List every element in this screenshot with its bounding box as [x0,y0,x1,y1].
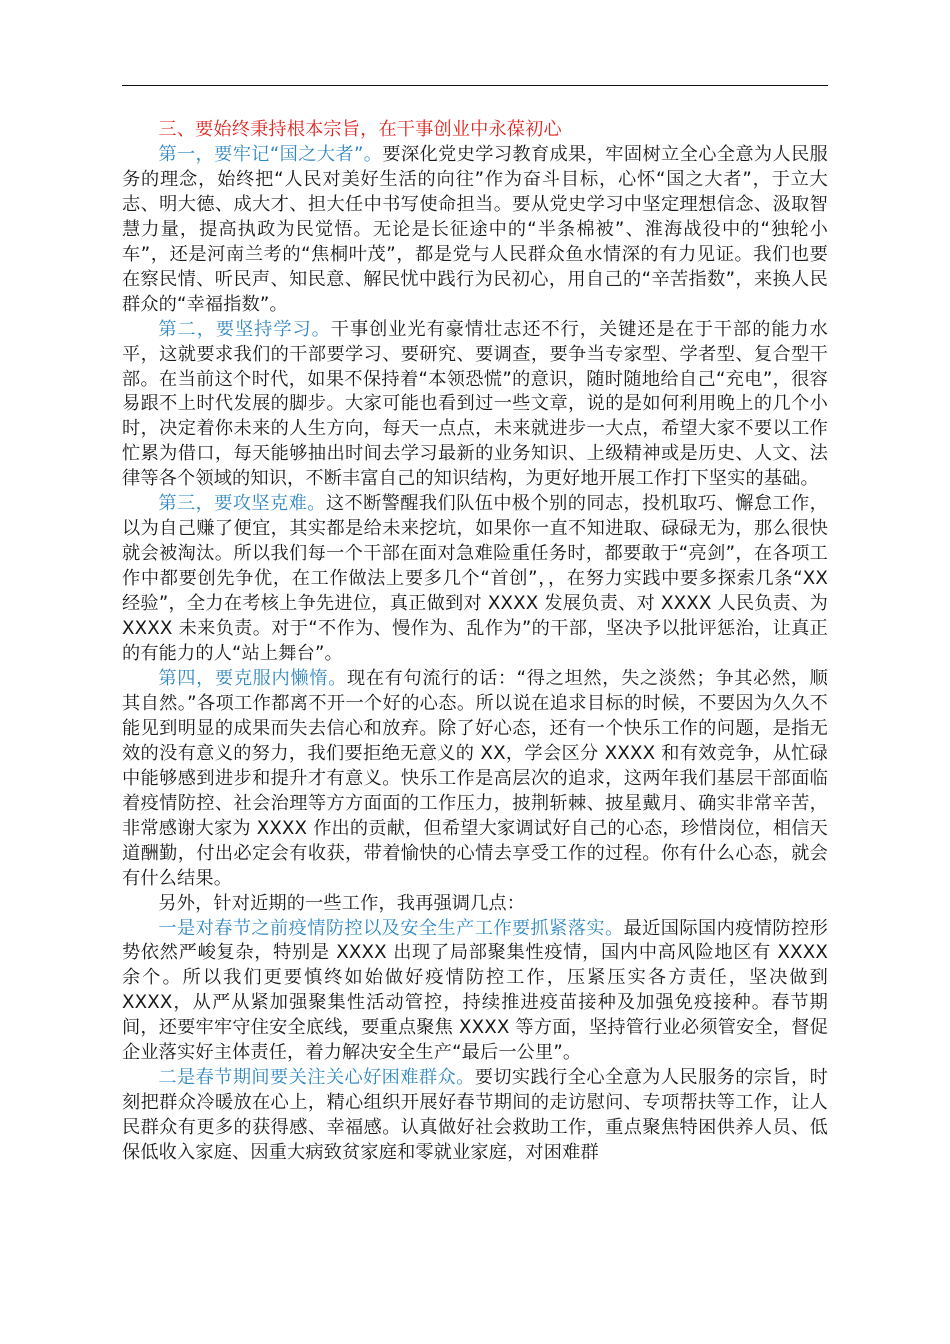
paragraph [122,667,828,892]
paragraph-lead: 第一，要牢记“国之大者”。 [158,143,383,165]
paragraph-lead: 第三，要攻坚克难。 [158,493,326,515]
paragraph [122,143,828,318]
paragraph-lead: 第四，要克服内懒惰。 [158,667,347,689]
paragraph-text: 要切实践行全心全意为人民服务的宗旨，时刻把群众冷暖放在心上，精心组织开展好春节期间的走访慰问、专项帮扶等工作，让人民群众有更多的获得感、幸福感。认真做好社会救助工作，重点聚焦特困供养人员、低保低收入家庭、因重大病致贫家庭和零就业家庭，对困难群 [122,1067,828,1164]
paragraph-text: 现在有句流行的话：“得之坦然，失之淡然；争其必然，顺其自然。”各项工作都离不开一个好的心态。所以说在追求目标的时候，不要因为久久不能见到明显的成果而失去信心和放弃。除了好心态，还有一个快乐工作的问题，是指无效的没有意义的努力，我们要拒绝无意义的 XX，学会区分 XXXX 和有效竞争，从忙碌中能够感到进步和提升才有意义。快乐工作是高层次的追求，这两年我们基层干部面临着疫情防控、社会治理等方方面面的工作压力，披荆斩棘、披星戴月、确实非常辛苦，非常感谢大家为 XXXX 作出的贡献，但希望大家调试好自己的心态，珍惜岗位，相信天道酬勤，付出必定会有收获，带着愉快的心情去享受工作的过程。你有什么心态，就会有什么结果。 [122,667,828,889]
section-heading: 三、要始终秉持根本宗旨，在干事创业中永葆初心 [158,119,562,140]
paragraph-text: 要深化党史学习教育成果，牢固树立全心全意为人民服务的理念，始终把“人民对美好生活的向往”作为奋斗目标，心怀“国之大者”，于立大志、明大德、成大才、担大任中书写使命担当。要从党史学习中坚定理想信念、汲取智慧力量，提高执政为民觉悟。无论是长征途中的“半条棉被”、淮海战役中的“独轮小车”，还是河南兰考的“焦桐叶茂”，都是党与人民群众鱼水情深的有力见证。我们也要在察民情、听民声、知民意、解民忧中践行为民初心，用自己的“辛苦指数”，来换人民群众的“幸福指数”。 [122,143,828,315]
paragraph-text: 这不断警醒我们队伍中极个别的同志，投机取巧、懈怠工作，以为自己赚了便宜，其实都是给未来挖坑，如果你一直不知进取、碌碌无为，那么很快就会被淘汰。所以我们每一个干部在面对急难险重任务时，都要敢于“亮剑”，在各项工作中都要创先争优，在工作做法上要多几个“首创”，，在努力实践中要多探索几条“XX 经验”，全力在考核上争先进位，真正做到对 XXXX 发展负责、对 XXXX 人民负责、为 XXXX 未来负责。对于“不作为、慢作为、乱作为”的干部，坚决予以批评惩治，让真正的有能力的人“站上舞台”。 [122,493,828,665]
document-body [122,118,828,1166]
paragraph-text: 干事创业光有豪情壮志还不行，关键还是在于干部的能力水平，这就要求我们的干部要学习、要研究、要调查，要争当专家型、学者型、复合型干部。在当前这个时代，如果不保持着“本领恐慌”的意识，随时随地给自己“充电”，很容易跟不上时代发展的脚步。大家可能也看到过一些文章，说的是如何利用晚上的几个小时，决定着你未来的人生方向，每天一点点，未来就进步一大点，希望大家不要以工作忙累为借口，每天能够抽出时间去学习最新的业务知识、上级精神或是历史、人文、法律等各个领域的知识，不断丰富自己的知识结构，为更好地开展工作打下坚实的基础。 [122,318,828,490]
paragraph [122,318,828,493]
paragraph [122,1066,828,1166]
paragraph-lead: 第二，要坚持学习。 [158,318,331,340]
paragraph [122,892,828,917]
paragraph [122,492,828,667]
paragraph-lead: 二是春节期间要关注关心好困难群众。 [158,1067,475,1089]
paragraph-text: 另外，针对近期的一些工作，我再强调几点： [158,892,526,914]
paragraph-text: 最近国际国内疫情防控形势依然严峻复杂，特别是 XXXX 出现了局部聚集性疫情，国内中高风险地区有 XXXX 余个。所以我们更要慎终如始做好疫情防控工作，压紧压实各方责任，坚决做到 XXXX，从严从紧加强聚集性活动管控，持续推进疫苗接种及加强免疫接种。春节期间，还要牢牢守住安全底线，要重点聚焦 XXXX 等方面，坚持管行业必须管安全，督促企业落实好主体责任，着力解决安全生产“最后一公里”。 [122,917,828,1064]
paragraph-lead: 一是对春节之前疫情防控以及安全生产工作要抓紧落实。 [158,917,624,939]
header-rule [122,85,828,86]
paragraph [122,917,828,1067]
